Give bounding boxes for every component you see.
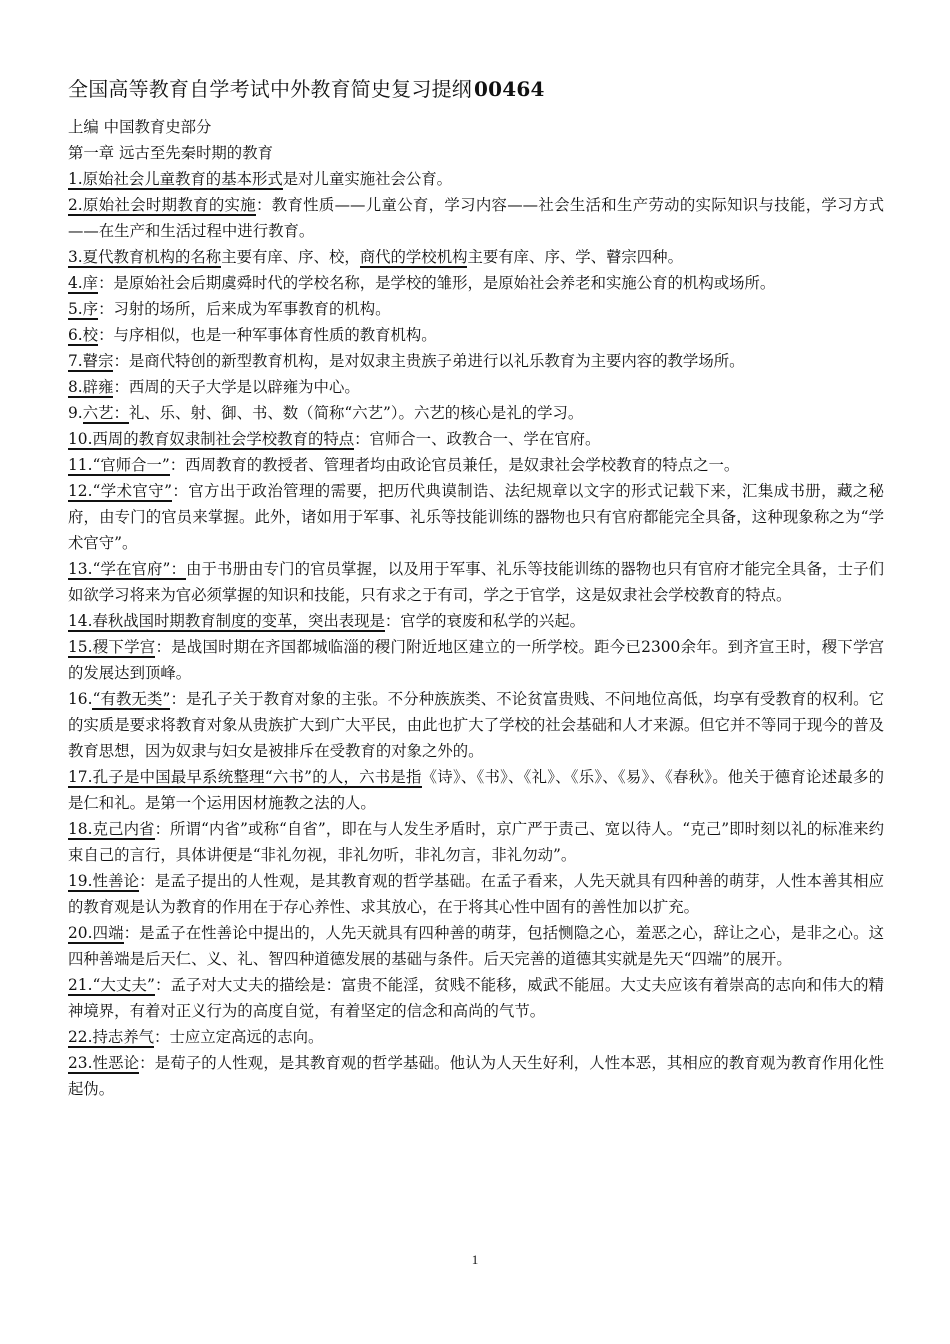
term-label: 19.性善论	[68, 872, 140, 890]
paragraph-text: ：是战国时期在齐国都城临淄的稷门附近地区建立的一所学校。距今已2300余年。到齐宣王时，稷下学宫的发展达到顶峰。	[68, 638, 885, 682]
paragraph-text: ：与序相似，也是一种军事体育性质的教育机构。	[98, 326, 437, 344]
paragraph-15	[68, 634, 884, 686]
term-label: 10.西周的教育奴隶制社会学校教育的特点	[68, 430, 355, 448]
term-label: 6.校	[68, 326, 99, 344]
paragraph-text: ：是荀子的人性观，是其教育观的哲学基础。他认为人天生好利，人性本恶，其相应的教育观为教育作用化性起伪。	[68, 1054, 884, 1098]
term-label: 11.“官师合一”	[68, 456, 170, 474]
paragraph-number: 9.	[68, 404, 83, 422]
paragraph-text: ：官方出于政治管理的需要，把历代典谟制诰、法纪规章以文字的形式记载下来，汇集成书册，藏之秘府，由专门的官员来掌握。此外，诸如用于军事、礼乐等技能训练的器物也只有官府都能完全具备，这种现象称之为“学术官守”。	[68, 482, 884, 552]
paragraph-text: ：是孟子提出的人性观，是其教育观的哲学基础。在孟子看来，人先天就具有四种善的萌芽，人性本善其相应的教育观是认为教育的作用在于存心养性、求其放心，在于将其心性中固有的善性加以扩充。	[68, 872, 884, 916]
term-label: 17.孔子是中国最早系统整理“六书”的人，六书是指	[68, 768, 422, 786]
paragraph-14	[68, 608, 884, 634]
paragraph-2	[68, 192, 884, 244]
paragraph-text-2: 主要有庠、序、学、瞽宗四种。	[467, 248, 683, 266]
term-label-2: 商代的学校机构	[359, 248, 468, 266]
paragraph-1	[68, 166, 884, 192]
document-code: 00464	[474, 77, 545, 101]
paragraph-11	[68, 452, 884, 478]
paragraph-text: 主要有庠、序、校，	[221, 248, 360, 266]
paragraph-3	[68, 244, 884, 270]
paragraph-7	[68, 348, 884, 374]
document-title: 全国高等教育自学考试中外教育简史复习提纲 00464	[68, 77, 545, 101]
term-label: 3.夏代教育机构的名称	[68, 248, 222, 266]
term-label: 21.“大丈夫”	[68, 976, 155, 994]
document-body	[68, 74, 884, 1102]
paragraph-6	[68, 322, 884, 348]
paragraph-text: 是对儿童实施社会公育。	[282, 170, 453, 188]
paragraph-text: ：士应立定高远的志向。	[154, 1028, 324, 1046]
paragraph-text: ：西周教育的教授者、管理者均由政论官员兼任，是奴隶社会学校教育的特点之一。	[169, 456, 740, 474]
paragraph-text: ：是孟子在性善论中提出的，人先天就具有四种善的萌芽，包括恻隐之心，羞恶之心，辞让之心，是非之心。这四种善端是后天仁、义、礼、智四种道德发展的基础与条件。后天完善的道德其实就是先天“四端”的展开。	[68, 924, 884, 968]
section-heading: 上编 中国教育史部分	[68, 118, 212, 136]
paragraph-22	[68, 1024, 884, 1050]
paragraph-text: ：官师合一、政教合一、学在官府。	[354, 430, 601, 448]
term-label: 22.持志养气	[68, 1028, 155, 1046]
term-label: 18.克己内省	[68, 820, 155, 838]
paragraph-10	[68, 426, 884, 452]
paragraph-text: 由于书册由专门的官员掌握，以及用于军事、礼乐等技能训练的器物也只有官府才能完全具备，士子们如欲学习将来为官必须掌握的知识和技能，只有求之于有司，学之于官学，这是奴隶社会学校教育的特点。	[68, 560, 884, 604]
paragraph-12	[68, 478, 884, 556]
paragraph-20	[68, 920, 884, 972]
paragraph-19	[68, 868, 884, 920]
term-label: 20.四端	[68, 924, 124, 942]
term-label: 14.春秋战国时期教育制度的变革，突出表现是	[68, 612, 385, 630]
paragraph-9	[68, 400, 884, 426]
paragraph-text: ：是商代特创的新型教育机构，是对奴隶主贵族子弟进行以礼乐教育为主要内容的教学场所。	[113, 352, 745, 370]
page-number: 1	[471, 1252, 479, 1267]
paragraph-18	[68, 816, 884, 868]
paragraph-text: ：西周的天子大学是以辟雍为中心。	[113, 378, 360, 396]
term-label: 1.原始社会儿童教育的基本形式	[68, 170, 283, 188]
paragraph-text: ：官学的衰废和私学的兴起。	[384, 612, 585, 630]
paragraph-text: ：教育性质——儿童公育，学习内容——社会生活和生产劳动的实际知识与技能，学习方式——在生产和生活过程中进行教育。	[68, 196, 884, 240]
paragraph-text: 礼、乐、射、御、书、数（简称“六艺”）。六艺的核心是礼的学习。	[128, 404, 584, 422]
paragraph-21	[68, 972, 884, 1024]
term-label: 2.原始社会时期教育的实施	[68, 196, 256, 214]
term-label: 15.稷下学宫	[68, 638, 156, 656]
paragraph-5	[68, 296, 884, 322]
paragraph-16	[68, 686, 884, 764]
term-label: “有教无类”	[92, 690, 171, 708]
paragraph-23	[68, 1050, 884, 1102]
term-label: 8.辟雍	[68, 378, 114, 396]
paragraph-13	[68, 556, 884, 608]
paragraph-number: 16.	[68, 690, 93, 708]
paragraph-text: 《诗》、《书》、《礼》、《乐》、《易》、《春秋》。他关于德育论述最多的是仁和礼。是第一个运用因材施教之法的人。	[68, 768, 884, 812]
paragraph-text: ：孟子对大丈夫的描绘是：富贵不能淫，贫贱不能移，威武不能屈。大丈夫应该有着崇高的志向和伟大的精神境界，有着对正义行为的高度自觉，有着坚定的信念和高尚的气节。	[68, 976, 884, 1020]
term-label: 4.庠	[68, 274, 99, 292]
paragraph-text: ：所谓“内省”或称“自省”，即在与人发生矛盾时，京广严于责己、宽以待人。“克己”即时刻以礼的标准来约束自己的言行，具体讲便是“非礼勿视，非礼勿听，非礼勿言，非礼勿动”。	[68, 820, 884, 864]
term-label: 5.序	[68, 300, 99, 318]
term-label: 12.“学术官守”	[68, 482, 172, 500]
paragraph-text: ：是原始社会后期虞舜时代的学校名称，是学校的雏形，是原始社会养老和实施公育的机构或场所。	[98, 274, 776, 292]
term-label: 六艺：	[82, 404, 129, 422]
paragraph-8	[68, 374, 884, 400]
paragraph-text: ：习射的场所，后来成为军事教育的机构。	[98, 300, 391, 318]
term-label: 13.“学在官府”：	[68, 560, 187, 578]
paragraph-4	[68, 270, 884, 296]
paragraph-text: ：是孔子关于教育对象的主张。不分种族族类、不论贫富贵贱、不问地位高低，均享有受教育的权利。它的实质是要求将教育对象从贵族扩大到广大平民，由此也扩大了学校的社会基础和人才来源。但它并不等同于现今的普及教育思想，因为奴隶与妇女是被排斥在受教育的对象之外的。	[68, 690, 884, 760]
chapter-heading: 第一章 远古至先秦时期的教育	[68, 144, 273, 162]
term-label: 23.性恶论	[68, 1054, 140, 1072]
paragraph-17	[68, 764, 884, 816]
term-label: 7.瞽宗	[68, 352, 114, 370]
